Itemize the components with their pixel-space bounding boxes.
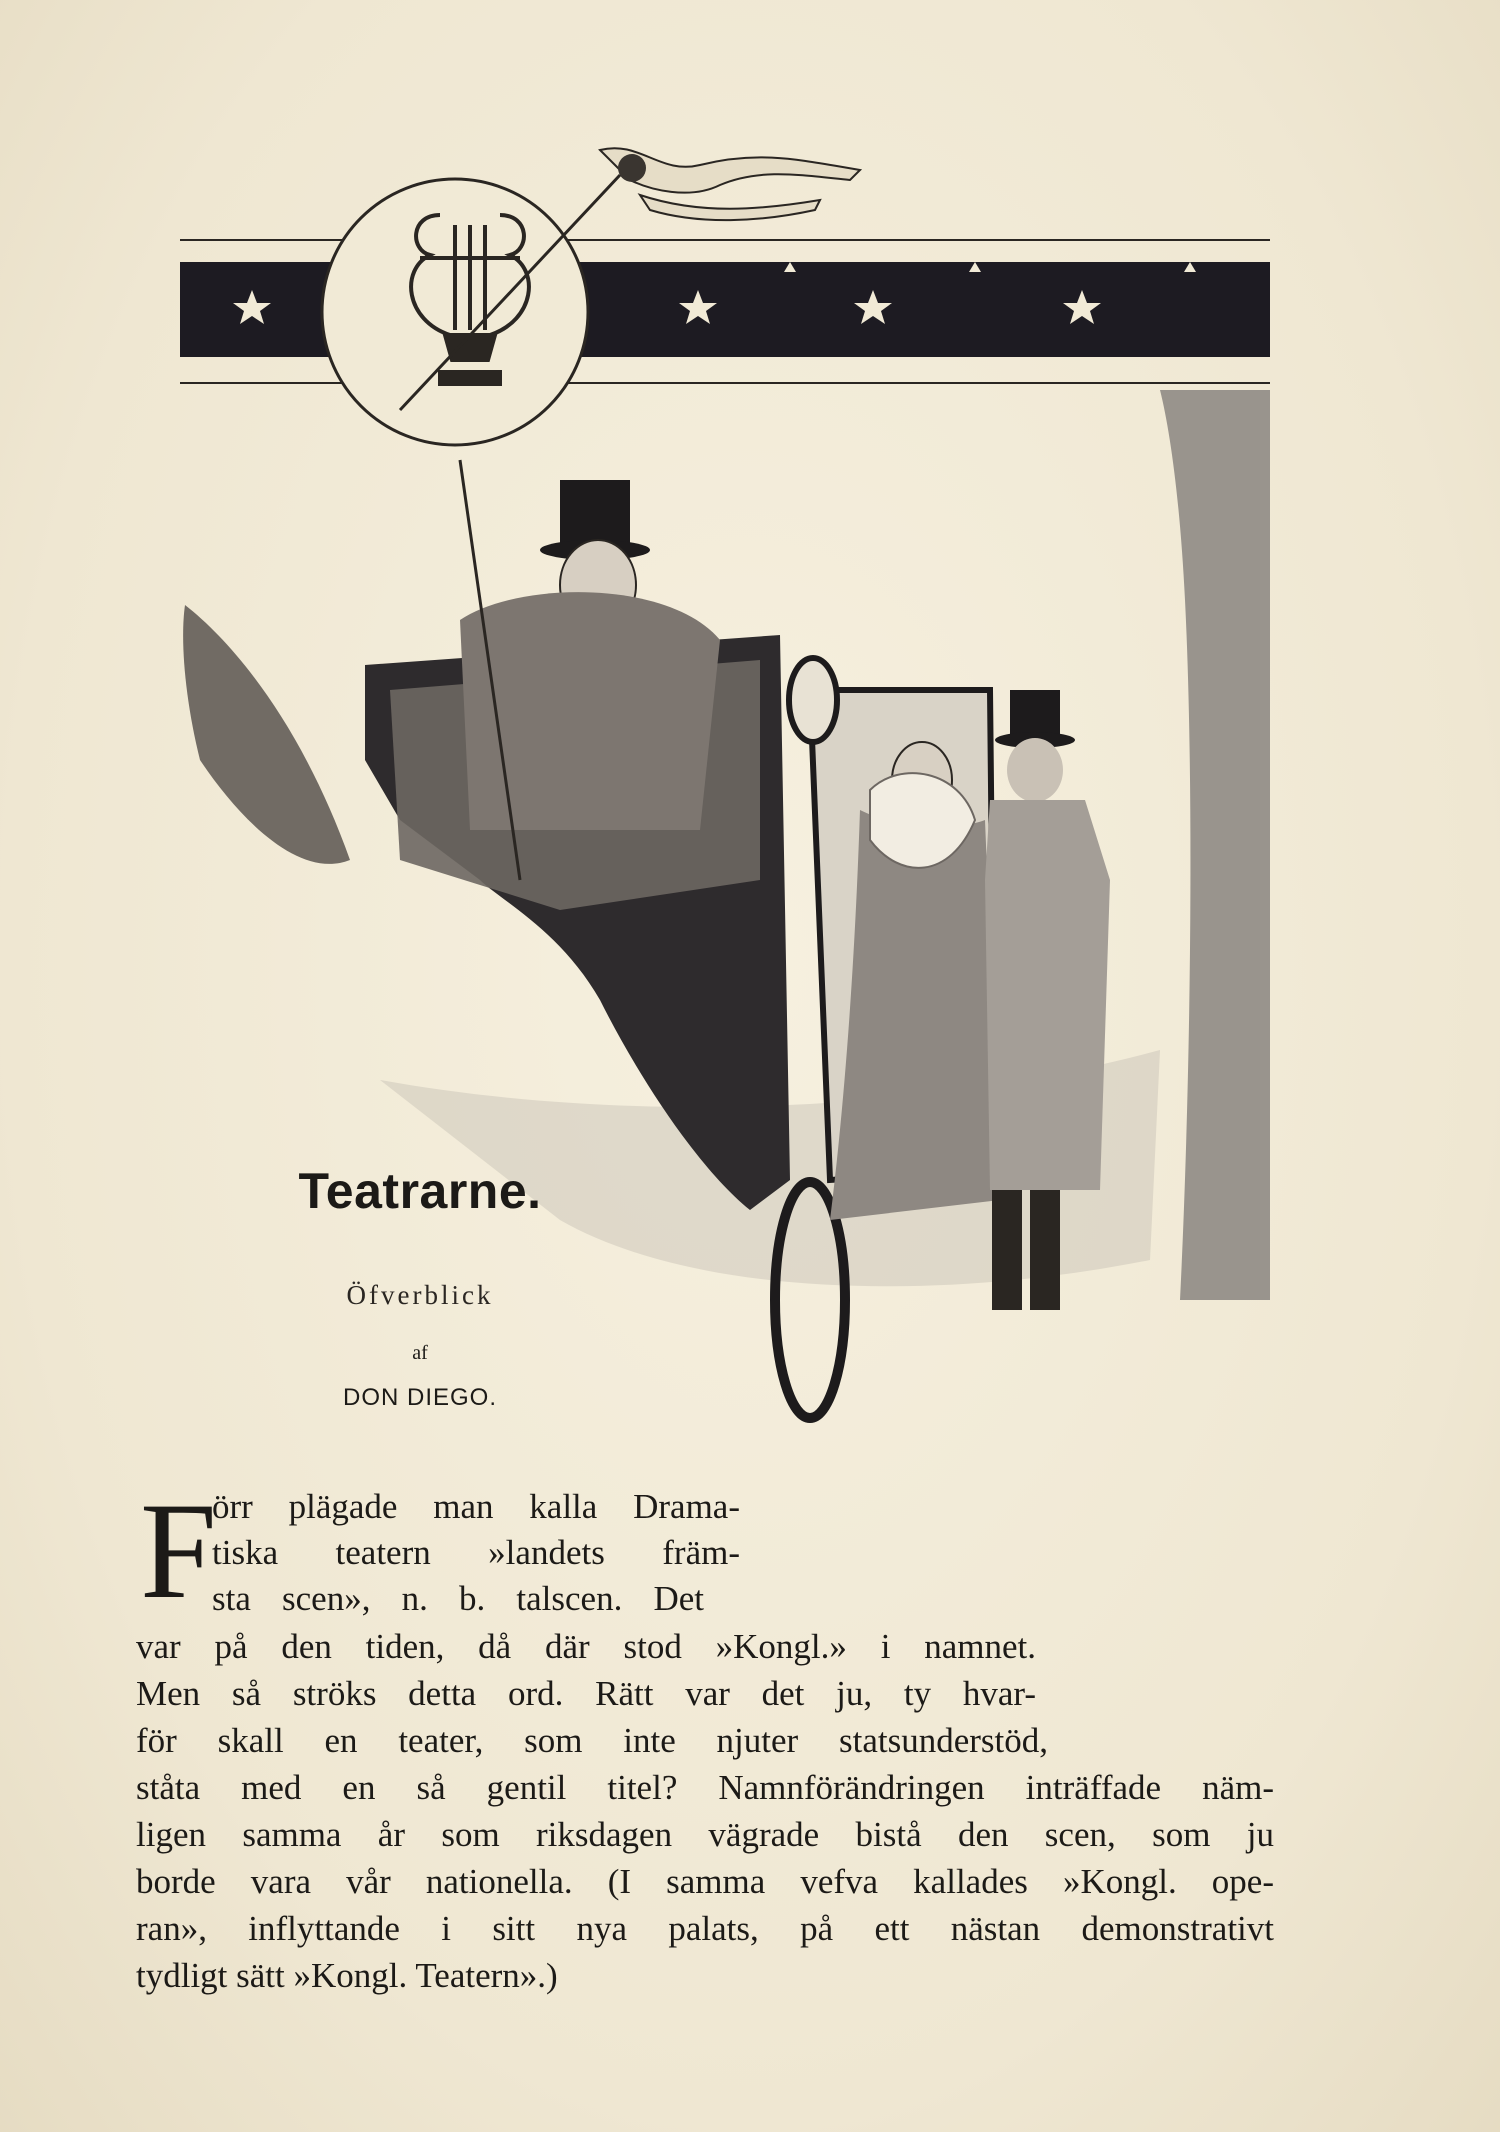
gentleman bbox=[985, 800, 1110, 1190]
byline-prefix: af bbox=[412, 1342, 428, 1364]
text-line: tiska teatern »landets främ- bbox=[212, 1533, 740, 1572]
text-line: borde vara vår nationella. (I samma vefva kallades »Kongl. ope- bbox=[136, 1862, 1274, 1901]
author-name: DON DIEGO. bbox=[342, 1384, 497, 1411]
text-line: för skall en teater, som inte njuter statsunderstöd, bbox=[136, 1721, 1048, 1760]
text-line: sta scen», n. b. talscen. Det bbox=[212, 1579, 704, 1618]
article-subtitle: Öfverblick bbox=[346, 1280, 494, 1310]
text-line: var på den tiden, då där stod »Kongl.» i namnet. bbox=[136, 1627, 1036, 1666]
horse bbox=[183, 605, 350, 864]
column bbox=[1160, 390, 1270, 1300]
article-title: Teatrarne. bbox=[298, 1163, 542, 1219]
text-line: Men så ströks detta ord. Rätt var det ju, ty hvar- bbox=[136, 1674, 1036, 1713]
coachman bbox=[460, 592, 720, 830]
drop-cap: F bbox=[140, 1474, 217, 1627]
text-line: ståta med en så gentil titel? Namnförändringen inträffade näm- bbox=[136, 1768, 1274, 1807]
text-line: ran», inflyttande i sitt nya palats, på ett nästan demonstrativt bbox=[136, 1909, 1274, 1948]
text-line: örr plägade man kalla Drama- bbox=[212, 1487, 740, 1526]
text-line: ligen samma år som riksdagen vägrade bistå den scen, som ju bbox=[136, 1815, 1274, 1854]
text-line: tydligt sätt »Kongl. Teatern».) bbox=[136, 1956, 558, 1995]
lamp-icon bbox=[789, 658, 837, 742]
